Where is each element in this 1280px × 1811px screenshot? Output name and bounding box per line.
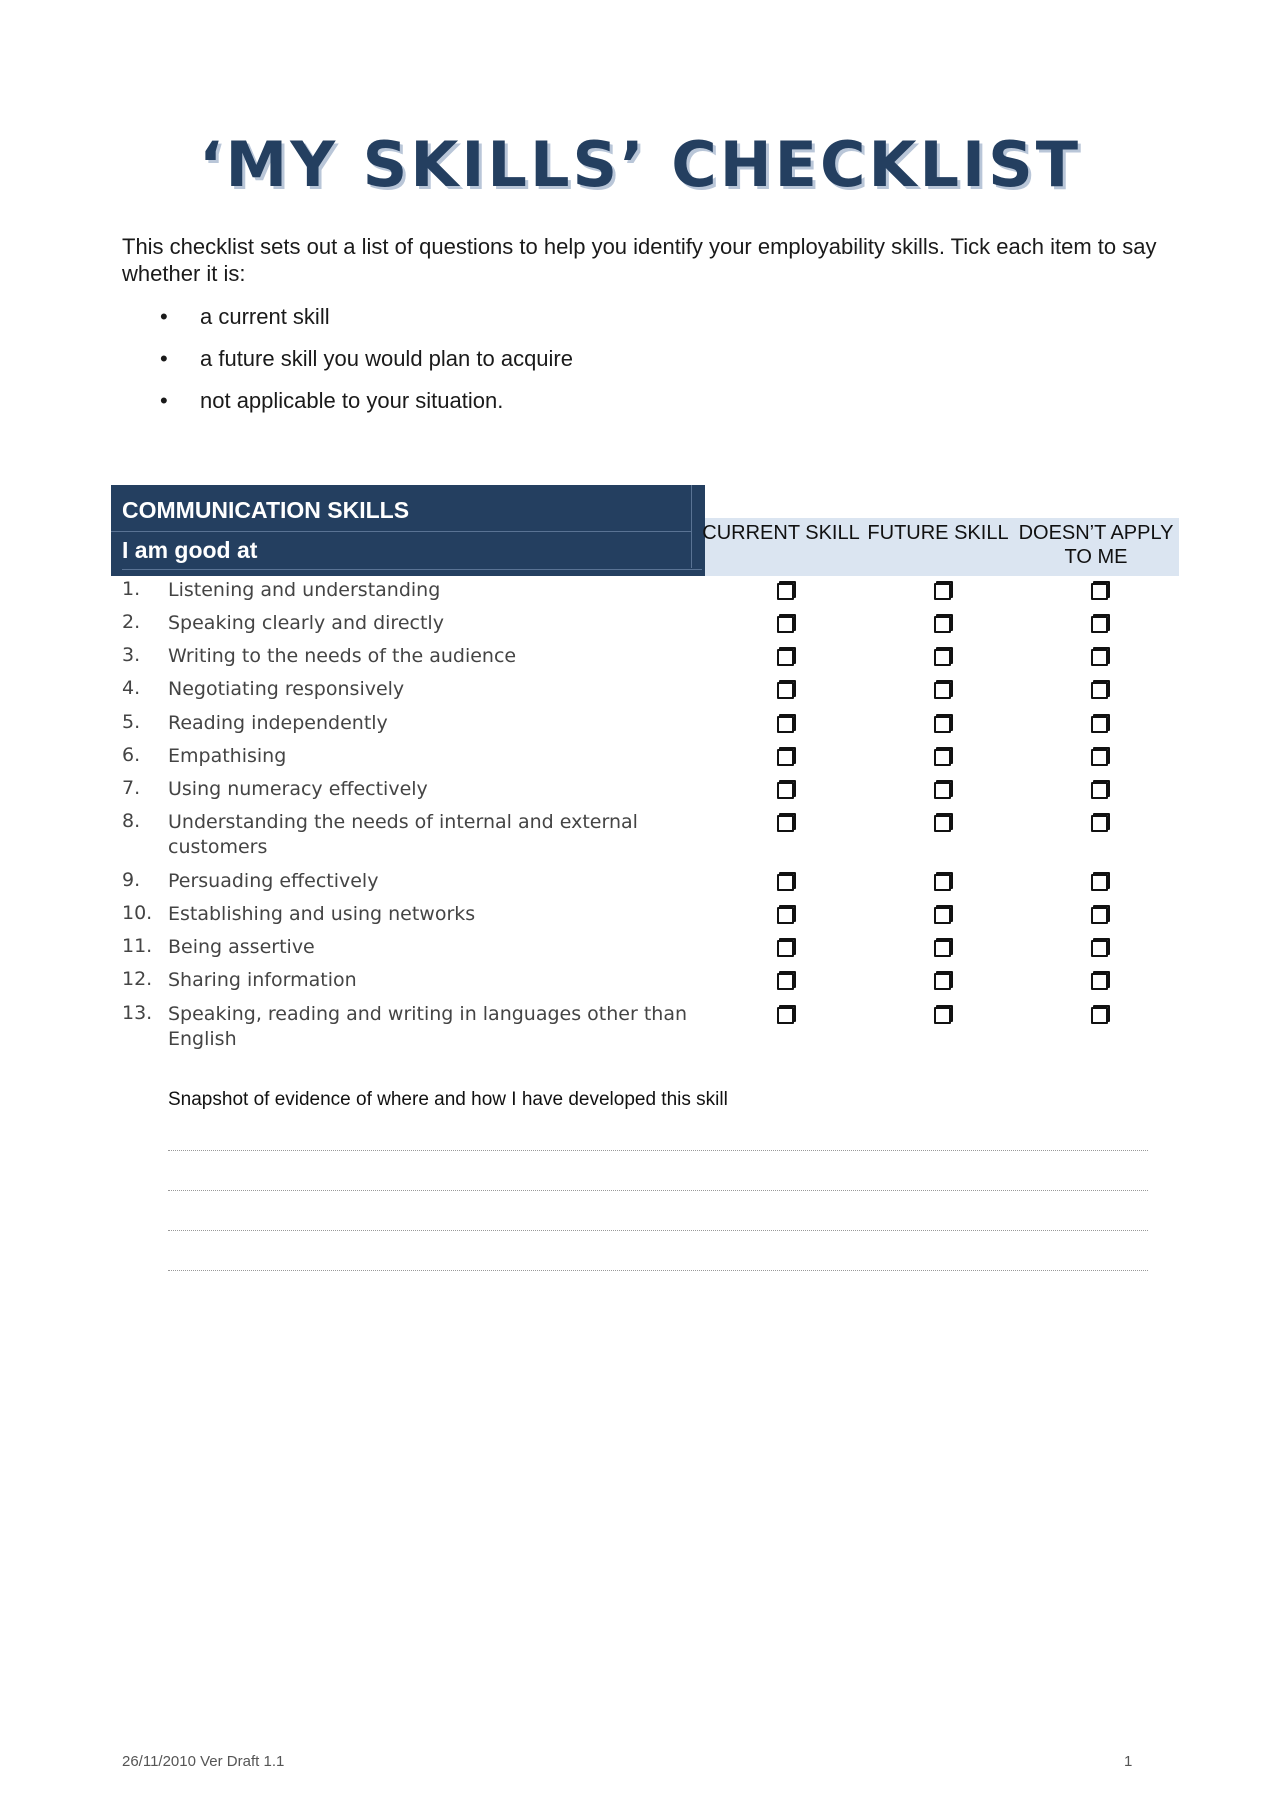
row-number: 1.: [122, 578, 141, 600]
section-title: COMMUNICATION SKILLS: [122, 497, 410, 523]
row-number: 9.: [122, 869, 141, 891]
bullet-icon: •: [160, 346, 168, 371]
checkbox-not-applicable[interactable]: [1091, 682, 1108, 699]
row-number: 12.: [122, 968, 153, 990]
bullet-icon: •: [160, 388, 168, 413]
checkbox-current[interactable]: [777, 940, 794, 957]
checkbox-future[interactable]: [934, 973, 951, 990]
intro-text: This checklist sets out a list of questions to help you identify your employability skills. Tick each item to say whether it is:: [122, 234, 1157, 286]
list-item: • a future skill you would plan to acquire: [160, 344, 573, 386]
checkbox-current[interactable]: [777, 749, 794, 766]
section-subtitle: I am good at: [122, 531, 702, 570]
checkbox-not-applicable[interactable]: [1091, 649, 1108, 666]
list-item: • not applicable to your situation.: [160, 386, 573, 428]
checkbox-future[interactable]: [934, 1007, 951, 1024]
checkbox-future[interactable]: [934, 815, 951, 832]
skill-label: Listening and understanding: [168, 579, 441, 601]
checkbox-not-applicable[interactable]: [1091, 616, 1108, 633]
evidence-line[interactable]: [168, 1190, 1148, 1191]
checkbox-future[interactable]: [934, 583, 951, 600]
checkbox-current[interactable]: [777, 782, 794, 799]
row-number: 6.: [122, 744, 141, 766]
row-number: 13.: [122, 1002, 153, 1024]
checkbox-current[interactable]: [777, 874, 794, 891]
skill-label: Negotiating responsively: [168, 678, 405, 700]
skill-label: Speaking, reading and writing in languages other than English: [168, 1003, 688, 1050]
skill-label: Reading independently: [168, 712, 388, 734]
skill-label: Empathising: [168, 745, 287, 767]
checkbox-future[interactable]: [934, 907, 951, 924]
skill-label: Using numeracy effectively: [168, 778, 428, 800]
checkbox-not-applicable[interactable]: [1091, 815, 1108, 832]
skill-label: Speaking clearly and directly: [168, 612, 444, 634]
row-number: 7.: [122, 777, 141, 799]
list-item: • a current skill: [160, 302, 573, 344]
checkbox-current[interactable]: [777, 973, 794, 990]
footer-version: 26/11/2010 Ver Draft 1.1: [122, 1753, 285, 1770]
checkbox-not-applicable[interactable]: [1091, 973, 1108, 990]
checkbox-not-applicable[interactable]: [1091, 907, 1108, 924]
checkbox-current[interactable]: [777, 616, 794, 633]
checkbox-future[interactable]: [934, 749, 951, 766]
column-header-future: FUTURE SKILL: [867, 522, 1009, 544]
checkbox-future[interactable]: [934, 940, 951, 957]
checkbox-current[interactable]: [777, 716, 794, 733]
row-number: 8.: [122, 810, 141, 832]
checkbox-not-applicable[interactable]: [1091, 1007, 1108, 1024]
evidence-line[interactable]: [168, 1150, 1148, 1151]
row-number: 3.: [122, 644, 141, 666]
checkbox-current[interactable]: [777, 815, 794, 832]
skill-label: Establishing and using networks: [168, 903, 476, 925]
skill-label: Writing to the needs of the audience: [168, 645, 517, 667]
checkbox-not-applicable[interactable]: [1091, 782, 1108, 799]
checkbox-not-applicable[interactable]: [1091, 583, 1108, 600]
evidence-label: Snapshot of evidence of where and how I have developed this skill: [168, 1089, 728, 1110]
skill-label: Being assertive: [168, 936, 315, 958]
checkbox-future[interactable]: [934, 649, 951, 666]
page-title: ‘MY SKILLS’ CHECKLIST: [198, 128, 1082, 201]
checkbox-current[interactable]: [777, 649, 794, 666]
checkbox-current[interactable]: [777, 682, 794, 699]
row-number: 4.: [122, 677, 141, 699]
row-number: 2.: [122, 611, 141, 633]
evidence-line[interactable]: [168, 1230, 1148, 1231]
checkbox-future[interactable]: [934, 782, 951, 799]
checkbox-not-applicable[interactable]: [1091, 940, 1108, 957]
checkbox-future[interactable]: [934, 616, 951, 633]
column-header-not-applicable: DOESN’T APPLY TO ME: [1018, 522, 1174, 568]
checkbox-future[interactable]: [934, 874, 951, 891]
checkbox-not-applicable[interactable]: [1091, 749, 1108, 766]
evidence-line[interactable]: [168, 1270, 1148, 1271]
skill-label: Persuading effectively: [168, 870, 379, 892]
section-header: [111, 485, 705, 576]
bullet-list: [160, 302, 573, 428]
row-number: 11.: [122, 935, 153, 957]
bullet-icon: •: [160, 304, 168, 329]
row-number: 5.: [122, 711, 141, 733]
checkbox-future[interactable]: [934, 716, 951, 733]
column-header-current: CURRENT SKILL: [702, 522, 860, 544]
skill-label: Understanding the needs of internal and external customers: [168, 811, 638, 858]
checkbox-current[interactable]: [777, 907, 794, 924]
checkbox-not-applicable[interactable]: [1091, 874, 1108, 891]
checkbox-future[interactable]: [934, 682, 951, 699]
row-number: 10.: [122, 902, 153, 924]
checkbox-current[interactable]: [777, 1007, 794, 1024]
skill-label: Sharing information: [168, 969, 357, 991]
checkbox-not-applicable[interactable]: [1091, 716, 1108, 733]
page-number: 1: [1124, 1753, 1133, 1770]
checkbox-current[interactable]: [777, 583, 794, 600]
